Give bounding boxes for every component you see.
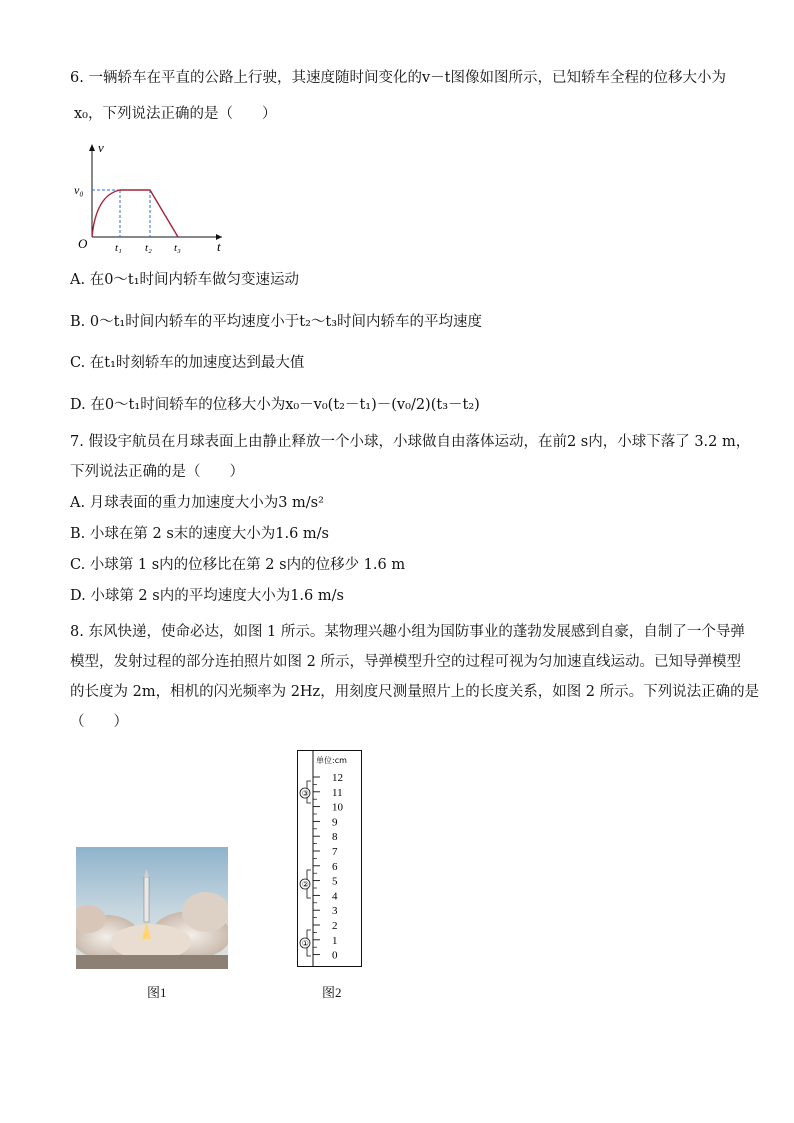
ruler-label: 8 — [332, 831, 338, 844]
ruler-label: 12 — [332, 772, 343, 784]
q7-stem-line1: 7. 假设宇航员在月球表面上由静止释放一个小球，小球做自由落体运动，在前2 s内，小球下落了 3.2 m， — [70, 434, 751, 450]
ruler-label: 7 — [332, 846, 338, 858]
ruler-label: 0 — [332, 949, 338, 962]
q7-stem-line2: 下列说法正确的是（ ） — [70, 464, 244, 480]
marker-1: ① — [301, 939, 309, 948]
t1-label: t₁ — [115, 242, 122, 254]
marker-2: ② — [301, 880, 309, 889]
origin-label: O — [78, 236, 88, 251]
ruler-label: 1 — [332, 934, 338, 947]
q7-option-d: D. 小球第 2 s内的平均速度大小为1.6 m/s — [70, 588, 344, 604]
ruler-label: 6 — [332, 860, 338, 873]
q8-stem-line4: （ ） — [70, 714, 128, 730]
v0-label: v₀ — [74, 183, 84, 197]
marker-3: ③ — [301, 789, 309, 798]
ruler-unit: 单位:cm — [316, 756, 347, 765]
ruler-label: 10 — [332, 801, 343, 814]
ruler-label: 9 — [332, 816, 338, 829]
axis-y-label: v — [98, 140, 104, 155]
q6-option-c: C. 在t₁时刻轿车的加速度达到最大值 — [70, 355, 305, 371]
q7-option-a: A. 月球表面的重力加速度大小为3 m/s² — [70, 495, 324, 511]
axis-x-label: t — [217, 239, 221, 254]
y-axis-arrow-icon — [89, 144, 95, 151]
ruler-label: 2 — [332, 920, 338, 932]
q6-option-b: B. 0～t₁时间内轿车的平均速度小于t₂～t₃时间内轿车的平均速度 — [70, 314, 483, 330]
q8-stem-line1: 8. 东风快递，使命必达，如图 1 所示。某物理兴趣小组为国防事业的蓬勃发展感到自豪，自制了一个导弹 — [70, 624, 745, 640]
q6-vt-graph — [72, 140, 232, 255]
vt-curve — [92, 190, 178, 237]
q6-stem-line1: 6. 一辆轿车在平直的公路上行驶，其速度随时间变化的v－t图像如图所示，已知轿车全程的位移大小为 — [70, 70, 726, 86]
q6-stem-line2: x₀，下列说法正确的是（ ） — [74, 106, 277, 122]
q7-option-b: B. 小球在第 2 s末的速度大小为1.6 m/s — [70, 526, 330, 542]
q8-stem-line3: 的长度为 2m，相机的闪光频率为 2Hz，用刻度尺测量照片上的长度关系，如图 2 所示。下列说法正确的是 — [70, 684, 760, 700]
ruler-label: 4 — [332, 890, 338, 903]
ruler-label: 5 — [332, 875, 338, 888]
q8-stem-line2: 模型，发射过程的部分连拍照片如图 2 所示，导弹模型升空的过程可视为匀加速直线运动。已知导弹模型 — [70, 654, 741, 670]
t3-label: t₃ — [174, 242, 181, 254]
t2-label: t₂ — [145, 242, 152, 254]
ruler-label: 3 — [332, 905, 338, 918]
fig1-caption: 图1 — [147, 985, 167, 1000]
ruler-label: 11 — [332, 786, 343, 799]
fig1-missile-photo — [76, 847, 228, 969]
q6-option-d: D. 在0～t₁时间轿车的位移大小为x₀－v₀(t₂－t₁)－(v₀/2)(t₃－t₂) — [70, 397, 480, 413]
q6-option-a: A. 在0～t₁时间内轿车做匀变速运动 — [70, 272, 300, 288]
fig2-ruler — [297, 750, 363, 970]
q7-option-c: C. 小球第 1 s内的位移比在第 2 s内的位移少 1.6 m — [70, 557, 406, 573]
fig2-caption: 图2 — [322, 985, 342, 1000]
